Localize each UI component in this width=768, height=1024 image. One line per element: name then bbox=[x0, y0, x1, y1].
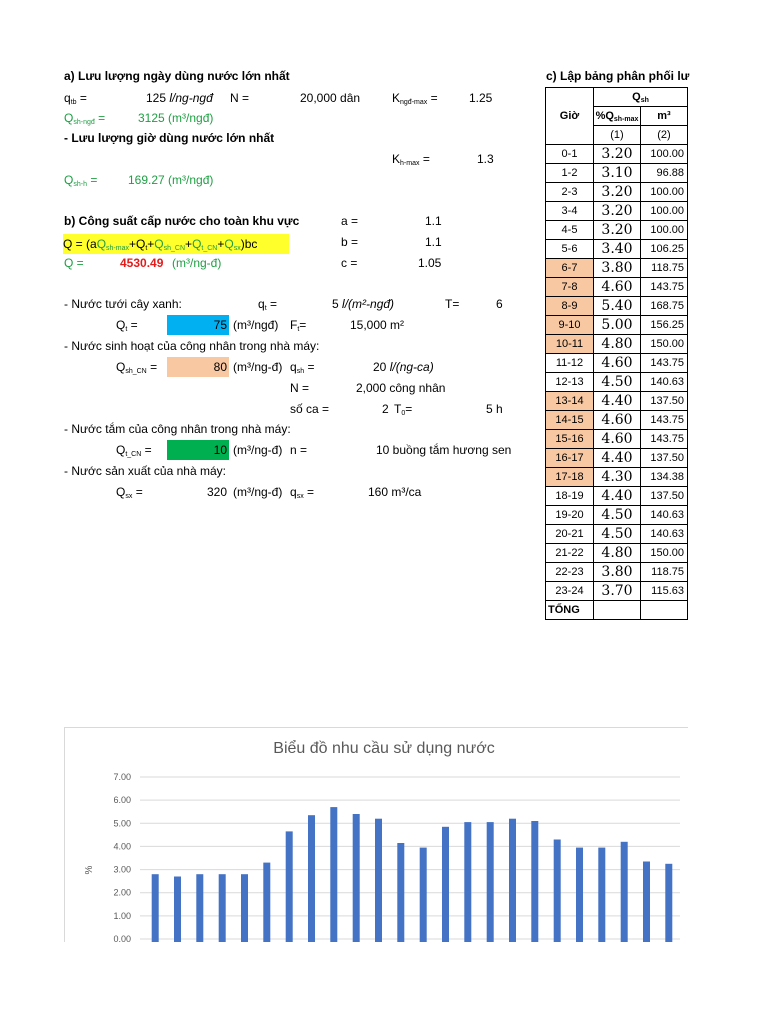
table-row bbox=[546, 449, 688, 468]
hour-cell: 15-16 bbox=[546, 430, 594, 449]
n-label: n = bbox=[290, 443, 308, 457]
qshh-value: 169.27 (m³/ngđ) bbox=[128, 173, 214, 187]
qtb-value: 125 l/ng-ngđ bbox=[146, 91, 213, 105]
chart-bar bbox=[286, 831, 293, 942]
pct-cell: 5.40 bbox=[594, 297, 641, 316]
col-pct-header: $\%Q_{sh-max}$ bbox=[594, 107, 641, 126]
QtCN-unit: (m³/ng-đ) bbox=[233, 443, 283, 457]
qt-value: 5 l/(m²-ngđ) bbox=[332, 297, 395, 311]
chart-bar bbox=[330, 807, 337, 942]
chart-bar bbox=[643, 862, 650, 943]
table-row bbox=[546, 525, 688, 544]
formula: $Q = (aQ_{sh-max}+Q_t+Q_{sh\_CN}+Q_{t\_CN}+Q_{sx})bc$ bbox=[63, 234, 289, 254]
pct-cell: 4.50 bbox=[594, 373, 641, 392]
section-a-heading: a) Lưu lượng ngày dùng nước lớn nhất bbox=[64, 69, 290, 83]
pct-cell: 4.60 bbox=[594, 430, 641, 449]
col-m3-index: (2) bbox=[641, 126, 688, 145]
m3-cell: 134.38 bbox=[641, 468, 688, 487]
chart-bar bbox=[196, 874, 203, 942]
table-row bbox=[546, 430, 688, 449]
m3-cell: 168.75 bbox=[641, 297, 688, 316]
col-m3-header: m³ bbox=[641, 107, 688, 126]
hour-cell: 19-20 bbox=[546, 506, 594, 525]
pct-cell: 4.80 bbox=[594, 544, 641, 563]
n-value: 20,000 dân bbox=[300, 91, 361, 105]
hour-cell: 13-14 bbox=[546, 392, 594, 411]
pct-cell: 4.60 bbox=[594, 354, 641, 373]
a-label: a = bbox=[341, 214, 359, 228]
n-value: 10 buồng tắm hương sen bbox=[376, 443, 512, 457]
table-row bbox=[546, 202, 688, 221]
y-tick-label: 4.00 bbox=[113, 841, 131, 852]
table-row bbox=[546, 259, 688, 278]
qsh-value: 3125 (m³/ngđ) bbox=[138, 111, 214, 125]
hour-cell: 7-8 bbox=[546, 278, 594, 297]
Qt-unit: (m³/ngđ) bbox=[233, 318, 279, 332]
Qsx-value: 320 bbox=[207, 485, 228, 499]
T-label: T= bbox=[445, 297, 460, 311]
total-m3-cell bbox=[641, 601, 688, 620]
table-row bbox=[546, 487, 688, 506]
pct-cell: 5.00 bbox=[594, 316, 641, 335]
m3-cell: 140.63 bbox=[641, 525, 688, 544]
qsx-value: 160 m³/ca bbox=[368, 485, 422, 499]
y-tick-label: 6.00 bbox=[113, 795, 131, 806]
table-row bbox=[546, 354, 688, 373]
y-tick-label: 7.00 bbox=[113, 772, 131, 782]
table-row bbox=[546, 335, 688, 354]
chart-bar bbox=[598, 848, 605, 942]
pct-cell: 3.20 bbox=[594, 202, 641, 221]
chart-bar bbox=[353, 814, 360, 942]
m3-cell: 118.75 bbox=[641, 563, 688, 582]
qsh-value: 20 l/(ng-ca) bbox=[373, 360, 434, 374]
pct-cell: 3.20 bbox=[594, 221, 641, 240]
QtCN-label: $Q_{t\_CN}$ = bbox=[116, 443, 152, 458]
hour-cell: 22-23 bbox=[546, 563, 594, 582]
Ft-value: 15,000 m² bbox=[350, 318, 405, 332]
hour-cell: 3-4 bbox=[546, 202, 594, 221]
section-c-heading: c) Lập bảng phân phối lư bbox=[546, 69, 690, 83]
kh-value: 1.3 bbox=[477, 152, 494, 166]
kh-label: $K_{h-max}$ = bbox=[392, 152, 430, 167]
pct-cell: 4.60 bbox=[594, 278, 641, 297]
QtCN-value-cell: 10 bbox=[167, 440, 229, 460]
chart-bar bbox=[420, 848, 427, 942]
QshCN-unit: (m³/ng-đ) bbox=[233, 360, 283, 374]
b-value: 1.1 bbox=[425, 235, 442, 249]
total-row bbox=[546, 601, 688, 620]
hour-cell: 8-9 bbox=[546, 297, 594, 316]
m3-cell: 137.50 bbox=[641, 449, 688, 468]
m3-cell: 140.63 bbox=[641, 373, 688, 392]
T0-value: 5 h bbox=[486, 402, 503, 416]
table-row bbox=[546, 563, 688, 582]
m3-cell: 143.75 bbox=[641, 430, 688, 449]
T-value: 6 bbox=[496, 297, 503, 311]
chart-bar bbox=[487, 822, 494, 942]
hour-cell: 16-17 bbox=[546, 449, 594, 468]
qsh-label: $q_{sh}$ = bbox=[290, 360, 315, 375]
m3-cell: 106.25 bbox=[641, 240, 688, 259]
pct-cell: 4.60 bbox=[594, 411, 641, 430]
y-tick-label: 3.00 bbox=[113, 864, 131, 875]
table-row bbox=[546, 392, 688, 411]
chart-bar bbox=[241, 874, 248, 942]
hour-cell: 11-12 bbox=[546, 354, 594, 373]
qsx-label: $q_{sx}$ = bbox=[290, 485, 315, 500]
chart-bar bbox=[375, 819, 382, 942]
table-row bbox=[546, 221, 688, 240]
pct-cell: 4.50 bbox=[594, 525, 641, 544]
y-tick-label: 0.00 bbox=[113, 934, 131, 942]
hour-cell: 0-1 bbox=[546, 145, 594, 164]
chart-bar bbox=[442, 827, 449, 942]
m3-cell: 100.00 bbox=[641, 221, 688, 240]
Qt-value-cell: 75 bbox=[167, 315, 229, 335]
hour-cell: 2-3 bbox=[546, 183, 594, 202]
N-label: N = bbox=[290, 381, 310, 395]
hour-cell: 6-7 bbox=[546, 259, 594, 278]
hour-cell: 20-21 bbox=[546, 525, 594, 544]
hour-cell: 12-13 bbox=[546, 373, 594, 392]
tree-heading: - Nước tưới cây xanh: bbox=[64, 297, 182, 311]
shift-value: 2 bbox=[382, 402, 389, 416]
m3-cell: 118.75 bbox=[641, 259, 688, 278]
table-row bbox=[546, 411, 688, 430]
m3-cell: 137.50 bbox=[641, 392, 688, 411]
chart-bar bbox=[263, 863, 270, 942]
water-demand-chart bbox=[64, 760, 688, 942]
pct-cell: 3.80 bbox=[594, 259, 641, 278]
qt-label: $q_t$ = bbox=[258, 297, 277, 312]
chart-bar bbox=[152, 874, 159, 942]
shower-heading: - Nước tắm của công nhân trong nhà máy: bbox=[64, 422, 291, 436]
qshh-label: $Q_{sh-h}$ = bbox=[64, 173, 98, 188]
shift-label: số ca = bbox=[290, 402, 330, 416]
m3-cell: 140.63 bbox=[641, 506, 688, 525]
q-value: 4530.49 bbox=[120, 256, 164, 270]
T0-label: $T_0=$ bbox=[394, 402, 413, 417]
m3-cell: 137.50 bbox=[641, 487, 688, 506]
Ft-label: $F_t=$ bbox=[290, 318, 307, 333]
table-row bbox=[546, 373, 688, 392]
table-row bbox=[546, 183, 688, 202]
chart-bar bbox=[576, 848, 583, 942]
m3-cell: 143.75 bbox=[641, 354, 688, 373]
chart-bar bbox=[464, 822, 471, 942]
prod-heading: - Nước sản xuất của nhà máy: bbox=[64, 464, 226, 478]
chart-title: Biểu đồ nhu cầu sử dụng nước bbox=[273, 740, 495, 757]
qtb-label: $q_{tb}$ = bbox=[64, 91, 87, 106]
pct-cell: 4.40 bbox=[594, 392, 641, 411]
table-row bbox=[546, 506, 688, 525]
table-row bbox=[546, 582, 688, 601]
chart-bar bbox=[219, 874, 226, 942]
q-label: Q = bbox=[64, 256, 84, 270]
total-pct-cell bbox=[594, 601, 641, 620]
pct-cell: 3.20 bbox=[594, 145, 641, 164]
distribution-table bbox=[545, 87, 688, 620]
pct-cell: 3.20 bbox=[594, 183, 641, 202]
m3-cell: 100.00 bbox=[641, 202, 688, 221]
table-row bbox=[546, 297, 688, 316]
pct-cell: 3.10 bbox=[594, 164, 641, 183]
N-value: 2,000 công nhân bbox=[356, 381, 446, 395]
pct-cell: 4.40 bbox=[594, 487, 641, 506]
hour-heading: - Lưu lượng giờ dùng nước lớn nhất bbox=[64, 131, 275, 145]
q-unit: (m³/ng-đ) bbox=[172, 256, 222, 270]
pct-cell: 4.30 bbox=[594, 468, 641, 487]
hour-cell: 21-22 bbox=[546, 544, 594, 563]
m3-cell: 96.88 bbox=[641, 164, 688, 183]
table-row bbox=[546, 544, 688, 563]
chart-bar bbox=[397, 843, 404, 942]
col-hour-header: Giờ bbox=[546, 88, 594, 145]
table-row bbox=[546, 468, 688, 487]
m3-cell: 100.00 bbox=[641, 183, 688, 202]
Qsx-label: $Q_{sx}$ = bbox=[116, 485, 143, 500]
QshCN-label: $Q_{sh\_CN}$ = bbox=[116, 360, 158, 375]
table-row bbox=[546, 278, 688, 297]
hour-cell: 23-24 bbox=[546, 582, 594, 601]
y-tick-label: 1.00 bbox=[113, 910, 131, 921]
m3-cell: 156.25 bbox=[641, 316, 688, 335]
pct-cell: 4.50 bbox=[594, 506, 641, 525]
pct-cell: 3.40 bbox=[594, 240, 641, 259]
m3-cell: 143.75 bbox=[641, 278, 688, 297]
Qsx-unit: (m³/ng-đ) bbox=[233, 485, 283, 499]
pct-cell: 3.70 bbox=[594, 582, 641, 601]
pct-cell: 3.80 bbox=[594, 563, 641, 582]
pct-cell: 4.80 bbox=[594, 335, 641, 354]
k-value: 1.25 bbox=[469, 91, 493, 105]
m3-cell: 143.75 bbox=[641, 411, 688, 430]
hour-cell: 17-18 bbox=[546, 468, 594, 487]
chart-bar bbox=[621, 842, 628, 942]
worker-heading: - Nước sinh hoạt của công nhân trong nhà máy: bbox=[64, 339, 320, 353]
chart-bar bbox=[665, 864, 672, 942]
y-tick-label: 2.00 bbox=[113, 887, 131, 898]
qsh-label: $Q_{sh-ngđ}$ = bbox=[64, 111, 106, 126]
pct-cell: 4.40 bbox=[594, 449, 641, 468]
Qt-label: $Q_t$ = bbox=[116, 318, 138, 333]
hour-cell: 18-19 bbox=[546, 487, 594, 506]
chart-bar bbox=[174, 877, 181, 943]
chart-bar bbox=[554, 840, 561, 943]
hour-cell: 9-10 bbox=[546, 316, 594, 335]
hour-cell: 5-6 bbox=[546, 240, 594, 259]
y-tick-label: 5.00 bbox=[113, 818, 131, 829]
c-value: 1.05 bbox=[418, 256, 442, 270]
col-qsh-header: $Q_{sh}$ bbox=[594, 88, 688, 107]
total-label: TỔNG bbox=[546, 601, 594, 620]
hour-cell: 14-15 bbox=[546, 411, 594, 430]
chart-bar bbox=[509, 819, 516, 942]
table-row bbox=[546, 145, 688, 164]
b-label: b = bbox=[341, 235, 359, 249]
hour-cell: 4-5 bbox=[546, 221, 594, 240]
chart-bar bbox=[308, 815, 315, 942]
hour-cell: 10-11 bbox=[546, 335, 594, 354]
a-value: 1.1 bbox=[425, 214, 442, 228]
QshCN-value-cell: 80 bbox=[167, 357, 229, 377]
table-row bbox=[546, 240, 688, 259]
m3-cell: 100.00 bbox=[641, 145, 688, 164]
table-row bbox=[546, 316, 688, 335]
c-label: c = bbox=[341, 256, 358, 270]
hour-cell: 1-2 bbox=[546, 164, 594, 183]
chart-bar bbox=[531, 821, 538, 942]
col-pct-index: (1) bbox=[594, 126, 641, 145]
m3-cell: 115.63 bbox=[641, 582, 688, 601]
m3-cell: 150.00 bbox=[641, 335, 688, 354]
table-row bbox=[546, 164, 688, 183]
n-label: N = bbox=[230, 91, 250, 105]
m3-cell: 150.00 bbox=[641, 544, 688, 563]
y-axis-label: % bbox=[84, 865, 95, 875]
k-label: $K_{ngđ-max}$ = bbox=[392, 91, 438, 106]
section-b-heading: b) Công suất cấp nước cho toàn khu vực bbox=[64, 214, 300, 228]
